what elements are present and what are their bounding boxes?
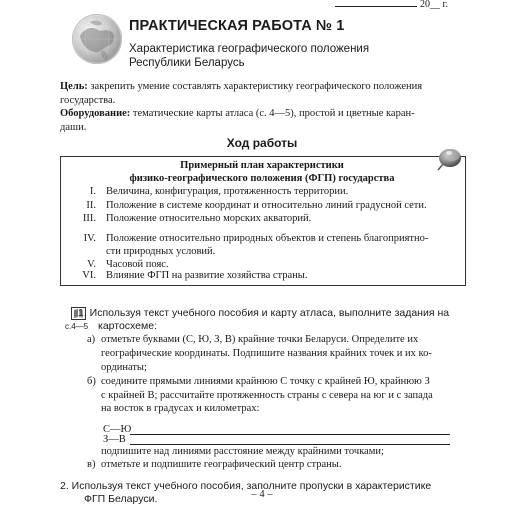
task1-b-line3: на восток в градусах и километрах: (101, 403, 260, 414)
task1-b-line2: с крайней В; рассчитайте протяженность страны с севера на юг и с запада (101, 390, 433, 401)
task1-a-line1: отметьте буквами (С, Ю, З, В) крайние точки Беларуси. Определите их (101, 334, 419, 345)
plan-item-text: Величина, конфигурация, протяженность территории. (106, 186, 349, 197)
plan-item-num: II. (86, 200, 96, 211)
page-number: – 4 – (251, 489, 273, 500)
date-year-label: 20__ г. (420, 0, 448, 10)
equipment-text-line1: тематические карты атласа (с. 4—5), простой и цветные каран- (130, 108, 415, 119)
work-heading: Ход работы (226, 136, 298, 150)
globe-map-icon (72, 14, 122, 64)
task1-intro-line2: картосхеме: (98, 320, 158, 332)
plan-item-text: Часовой пояс. (106, 259, 169, 270)
task1-a-line2: географические координаты. Подпишите названия крайних точек и их ко- (101, 348, 432, 359)
task1-b-line1: соедините прямыми линиями крайнюю С точку с крайней Ю, крайнюю З (101, 376, 430, 387)
task1-b-label: б) (87, 376, 96, 387)
task1-intro-line1: 1. Используя текст учебного пособия и карту атласа, выполните задания на (78, 307, 450, 319)
plan-item-num: III. (82, 213, 96, 224)
equipment-text-line2: даши. (60, 121, 87, 133)
equipment-label: Оборудование: (60, 108, 131, 119)
plan-item-text: Положение относительно морских акваторий. (106, 213, 312, 224)
task1-c-line1: отметьте и подпишите географический центр страны. (101, 459, 342, 470)
task1-c-label: в) (87, 459, 96, 470)
plan-title-line2: физико-географического положения (ФГП) государства (129, 173, 395, 184)
north-south-label: С—Ю (103, 424, 132, 435)
plan-item-num: VI. (82, 270, 96, 281)
task1-b-line4: подпишите над линиями расстояние между крайними точками; (101, 446, 384, 457)
task1-a-label: а) (87, 334, 96, 345)
page-title: ПРАКТИЧЕСКАЯ РАБОТА № 1 (129, 18, 345, 34)
west-east-label: З—В (103, 434, 126, 445)
task2-line1: 2. Используя текст учебного пособия, заполните пропуски в характеристике (60, 480, 432, 492)
plan-item-num: IV. (83, 233, 96, 244)
plan-item-num: I. (89, 186, 96, 197)
globe-icon (72, 14, 122, 64)
goal-paragraph (60, 80, 470, 107)
atlas-pages-reference: с.4—5 (65, 322, 89, 331)
plan-item-text: Положение в системе координат и относительно линий градусной сети. (106, 200, 427, 211)
goal-text-line1: закрепить умение составлять характеристику географического положения (87, 81, 423, 92)
page-subtitle-line1: Характеристика географического положения (129, 43, 370, 55)
north-south-answer-line[interactable] (130, 434, 450, 435)
page-subtitle-line2: Республики Беларусь (129, 57, 245, 69)
plan-title-line1: Примерный план характеристики (180, 160, 344, 171)
goal-text-line2: государства. (60, 94, 116, 106)
goal-label: Цель: (60, 81, 88, 92)
equipment-paragraph (60, 107, 470, 134)
task2-line2: ФГП Беларуси. (84, 493, 158, 505)
plan-item-num: V. (87, 259, 96, 270)
task1-a-line3: ординаты; (101, 362, 147, 373)
plan-item-text: Положение относительно природных объектов и степень благоприятно- (106, 233, 429, 244)
date-blank-line (335, 6, 417, 7)
plan-item-text: Влияние ФГП на развитие хозяйства страны. (106, 270, 308, 281)
plan-item-text-cont: сти природных условий. (106, 246, 216, 257)
